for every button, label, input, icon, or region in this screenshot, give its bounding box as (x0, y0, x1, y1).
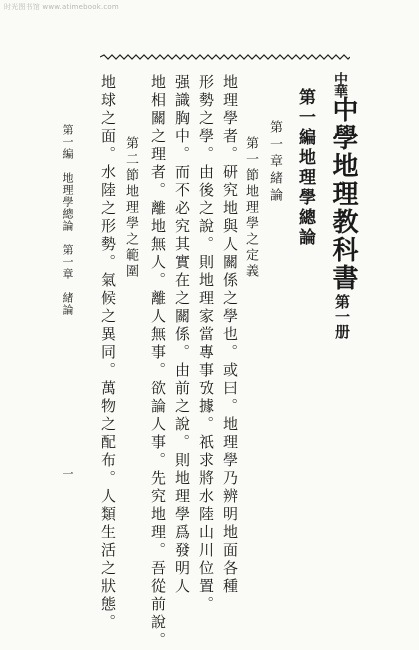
chapter-number: 第一章 (267, 120, 282, 171)
section-2-heading (124, 136, 137, 280)
volume-label: 第一册 (333, 294, 351, 339)
section-1-number: 第一節 (243, 136, 258, 184)
chapter-name: 緒論 (267, 171, 282, 205)
page-number: 一 (61, 468, 74, 479)
chapter-heading (268, 120, 281, 205)
section-1-name: 地理學之定義 (243, 184, 258, 280)
part-name: 地理學總論 (295, 148, 315, 248)
publisher-imprint: 中華 (332, 72, 348, 96)
book-title: 中學地理教科書 (328, 96, 358, 292)
section-2-name: 地理學之範圍 (123, 184, 138, 280)
paragraph-1-line-2: 形勢之學。由後之說。則地理家當專事攷據。祇求將水陸山川位置。 (197, 74, 215, 614)
part-heading (296, 88, 313, 248)
part-number: 第一編 (295, 88, 315, 148)
paragraph-1-line-3: 强識胸中。而不必究其實在之關係。由前之說。則地理學爲發明人 (173, 74, 191, 596)
paragraph-1-line-1: 地理學者。研究地與人關係之學也。或曰。地理學乃辨明地面各種 (221, 74, 239, 596)
paragraph-1-line-4: 地相關之理者。離地無人。離人無事。欲論人事。先究地理。吾從前說。 (149, 74, 167, 650)
section-2-number: 第二節 (123, 136, 138, 184)
top-border-ornament (100, 54, 350, 60)
running-footer: 第一編 地理學總論 第一章 緒論 (61, 124, 74, 316)
section-1-heading (244, 136, 257, 280)
watermark: 时光图书馆 www.atimebook.com (4, 3, 119, 11)
paragraph-2-line-1: 地球之面。水陸之形勢。氣候之異同。萬物之配布。人類生活之狀態。 (99, 74, 117, 632)
